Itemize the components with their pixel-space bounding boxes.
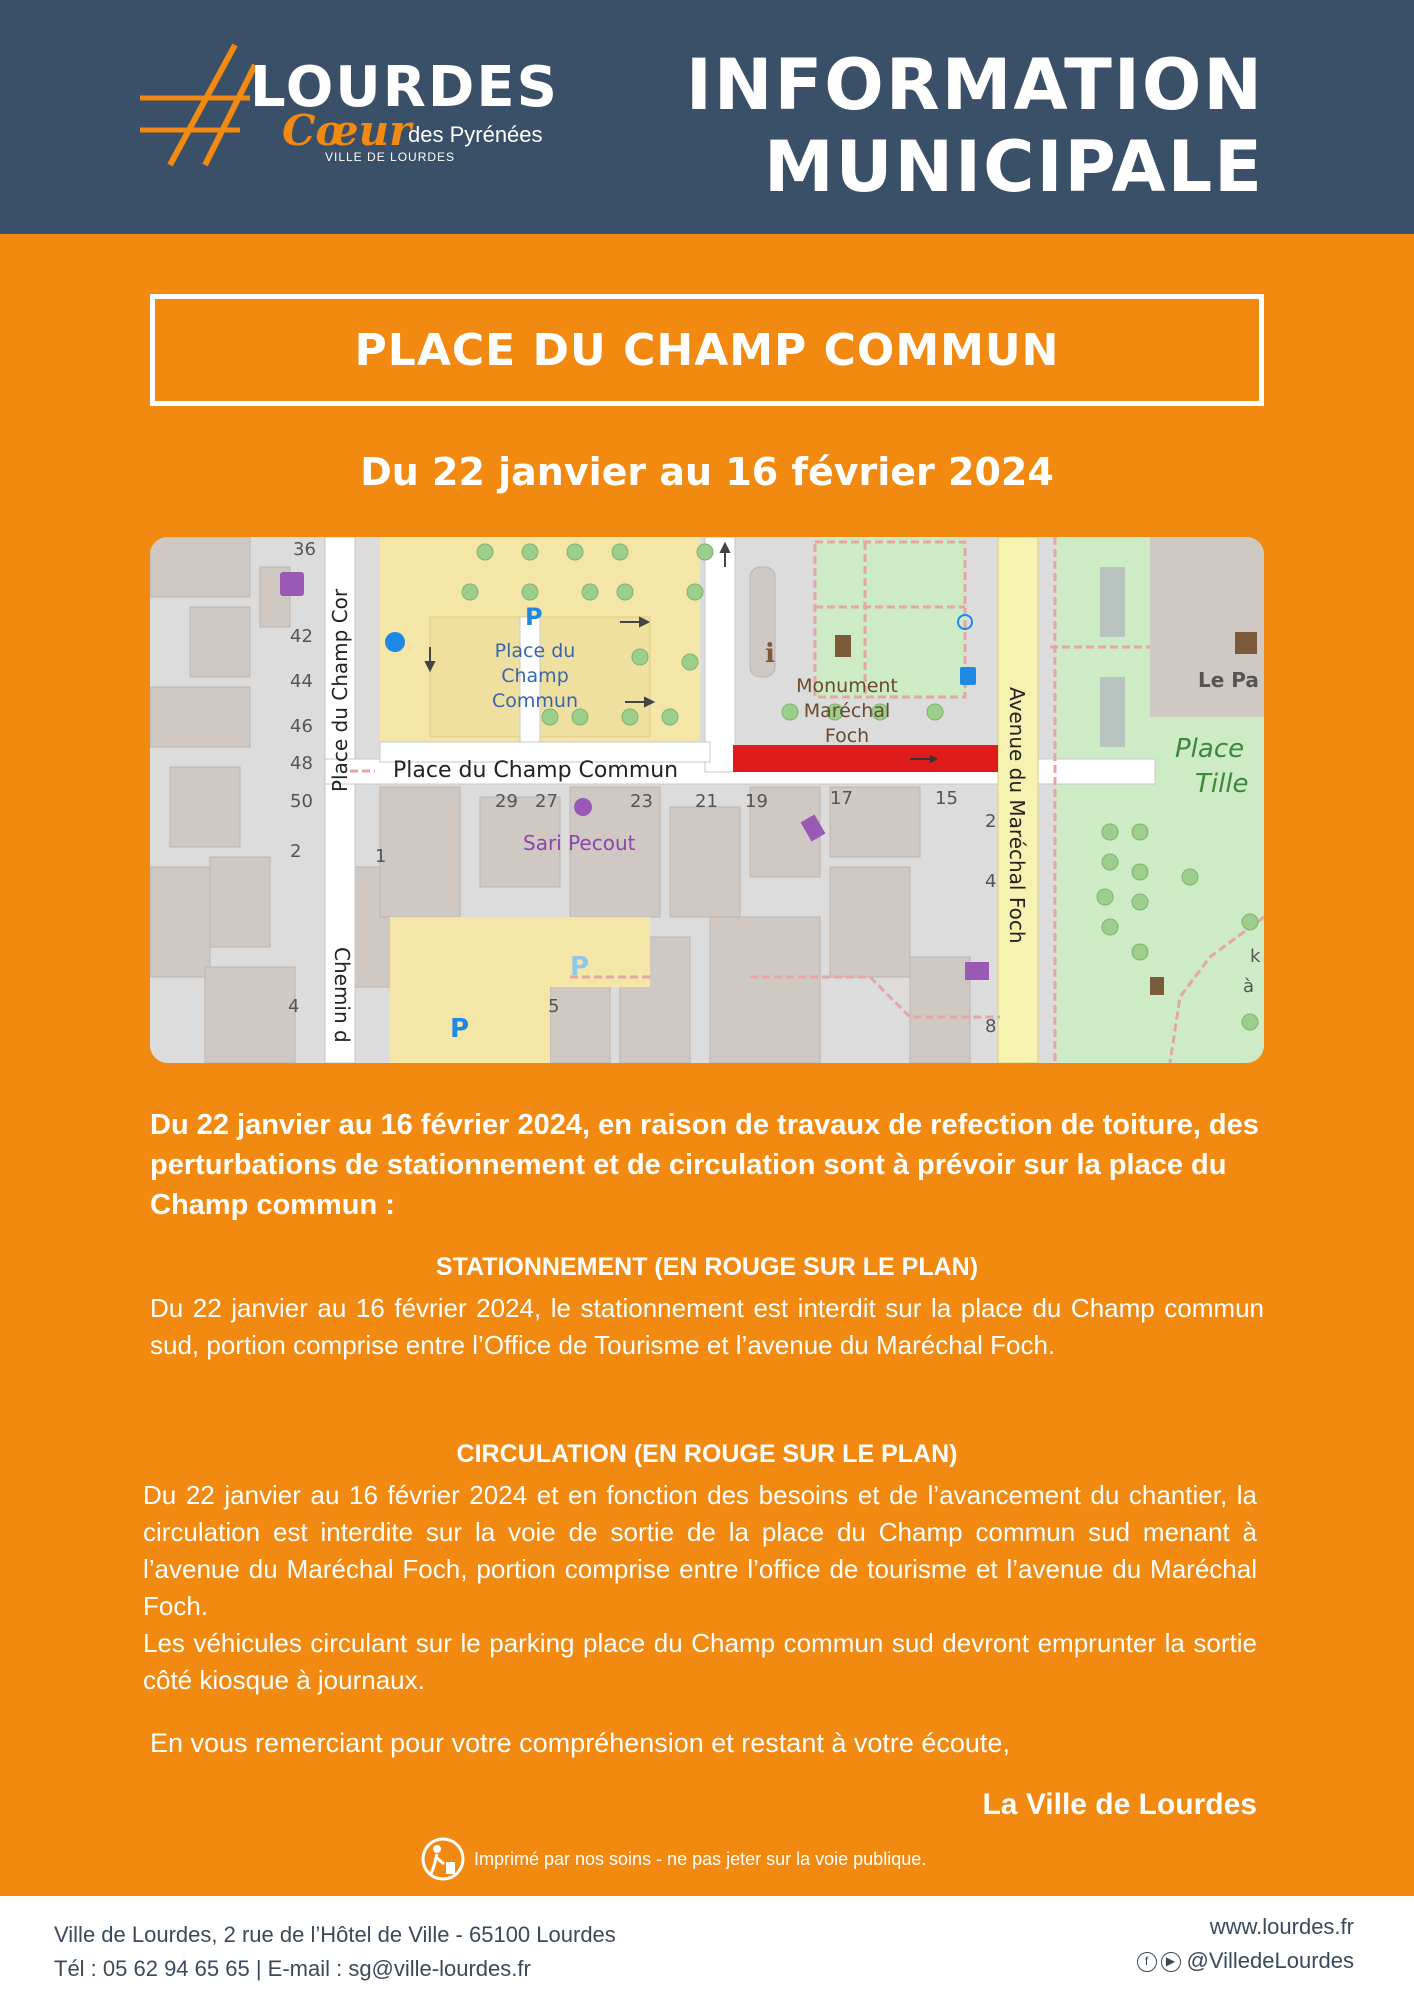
fountain-icon bbox=[385, 632, 405, 652]
house-number: 27 bbox=[535, 791, 558, 812]
footer-contact[interactable]: Tél : 05 62 94 65 65 | E-mail : sg@ville-lourdes.fr bbox=[54, 1956, 531, 1981]
map-label-place-right-2: Tille bbox=[1195, 769, 1249, 799]
lourdes-logo[interactable] bbox=[140, 40, 560, 170]
cinema-icon bbox=[1235, 632, 1257, 654]
bookshop-icon bbox=[965, 962, 989, 980]
header-banner bbox=[0, 0, 1414, 234]
map-label-chemin: Chemin d bbox=[330, 947, 354, 1043]
house-number: 15 bbox=[935, 788, 958, 809]
footer-social[interactable] bbox=[1137, 1944, 1354, 1978]
bus-icon bbox=[960, 667, 976, 685]
footer-address: Ville de Lourdes, 2 rue de l’Hôtel de Ville - 65100 Lourdes bbox=[54, 1922, 616, 1947]
house-number: 48 bbox=[290, 753, 313, 774]
circulation-title: CIRCULATION (EN ROUGE SUR LE PLAN) bbox=[456, 1440, 958, 1468]
map-label-square-3: Commun bbox=[492, 690, 578, 712]
footer-web-block bbox=[1137, 1910, 1354, 1978]
house-number: 17 bbox=[830, 788, 853, 809]
map-label-shop: Sari Pecout bbox=[523, 831, 636, 855]
house-number: 5 bbox=[548, 996, 560, 1017]
house-number: 23 bbox=[630, 791, 653, 812]
map-label-street-main: Place du Champ Commun bbox=[393, 758, 679, 783]
house-number: 1 bbox=[375, 846, 387, 867]
map-label-square-2: Champ bbox=[501, 665, 569, 687]
laundry-icon bbox=[280, 572, 304, 596]
recycle-bin-icon bbox=[420, 1836, 466, 1882]
house-number: 29 bbox=[495, 791, 518, 812]
house-number: 19 bbox=[745, 791, 768, 812]
house-number: 2 bbox=[985, 811, 997, 832]
printed-note-text: Imprimé par nos soins - ne pas jeter sur la voie publique. bbox=[474, 1848, 927, 1869]
map-label-monument-2: Maréchal bbox=[803, 700, 891, 722]
notice-dates: Du 22 janvier au 16 février 2024 bbox=[360, 450, 1054, 494]
title-line-2: MUNICIPALE bbox=[763, 126, 1264, 208]
printed-note bbox=[420, 1836, 926, 1882]
social-handle: @VilledeLourdes bbox=[1186, 1948, 1354, 1973]
place-title: PLACE DU CHAMP COMMUN bbox=[354, 324, 1060, 376]
logo-lourdes-text: LOURDES bbox=[250, 55, 559, 120]
footer-website[interactable]: www.lourdes.fr bbox=[1209, 1914, 1354, 1939]
circulation-paragraph-1: Du 22 janvier au 16 février 2024 et en fonction des besoins et de l’avancement du chantier, la circulation est interdite sur la voie de sortie de la place du Champ commun sud menant à l’avenue du Maréchal Foch, portion comprise entre l’office de tourisme et l’avenue du Maréchal Foch. bbox=[143, 1480, 1257, 1621]
map-label-a: à bbox=[1243, 976, 1255, 997]
map-label-monument-3: Foch bbox=[824, 725, 870, 747]
title-line-1: INFORMATION bbox=[685, 44, 1264, 126]
house-number: 4 bbox=[288, 996, 300, 1017]
house-number: 21 bbox=[695, 791, 718, 812]
map-label-parking-3: P bbox=[450, 1014, 470, 1044]
circulation-text bbox=[143, 1477, 1257, 1699]
house-number: 46 bbox=[290, 716, 313, 737]
info-icon: i bbox=[765, 639, 775, 669]
house-number: 42 bbox=[290, 626, 313, 647]
monument-icon bbox=[835, 635, 851, 657]
street-map-svg bbox=[150, 537, 1264, 1063]
circulation-paragraph-2: Les véhicules circulant sur le parking place du Champ commun sud devront emprunter la sortie côté kiosque à journaux. bbox=[143, 1628, 1257, 1695]
map-label-street-west: Place du Champ Cor bbox=[328, 588, 352, 792]
thanks-text: En vous remerciant pour votre compréhension et restant à votre écoute, bbox=[150, 1728, 1010, 1758]
house-number: 2 bbox=[290, 841, 302, 862]
social-icons bbox=[1137, 1952, 1181, 1972]
house-number: 36 bbox=[293, 539, 316, 560]
map-label-monument-1: Monument bbox=[796, 675, 898, 697]
street-map[interactable] bbox=[150, 537, 1264, 1063]
house-number: 8 bbox=[985, 1016, 997, 1037]
place-title-box bbox=[150, 294, 1264, 406]
page-title bbox=[686, 44, 1264, 208]
grocery-icon bbox=[574, 798, 592, 816]
footer bbox=[0, 1896, 1414, 2000]
logo-pyrenees-text: des Pyrénées bbox=[408, 122, 543, 147]
logo-tagline: VILLE DE LOURDES bbox=[325, 150, 456, 164]
map-label-square-1: Place du bbox=[494, 640, 576, 662]
footer-contact-block bbox=[54, 1918, 616, 1986]
map-label-street-east: Avenue du Maréchal Foch bbox=[1005, 687, 1029, 944]
facebook-icon[interactable]: f bbox=[1137, 1952, 1157, 1972]
intro-paragraph: Du 22 janvier au 16 février 2024, en raison de travaux de refection de toiture, des perturbations de stationnement et de circulation sont à prévoir sur la place du Champ commun : bbox=[150, 1109, 1259, 1221]
map-label-k: k bbox=[1250, 946, 1261, 967]
logo-coeur-text: Cœur bbox=[282, 106, 412, 155]
stationnement-text: Du 22 janvier au 16 février 2024, le stationnement est interdit sur la place du Champ commun sud, portion comprise entre l’Office de Tourisme et l’avenue du Maréchal Foch. bbox=[150, 1293, 1264, 1360]
map-label-place-right-1: Place bbox=[1175, 734, 1245, 764]
kiosk-icon bbox=[1150, 977, 1164, 995]
stationnement-title: STATIONNEMENT (EN ROUGE SUR LE PLAN) bbox=[435, 1253, 979, 1281]
house-number: 50 bbox=[290, 791, 313, 812]
youtube-icon[interactable]: ▶ bbox=[1161, 1952, 1181, 1972]
house-number: 4 bbox=[985, 871, 997, 892]
house-number: 44 bbox=[290, 671, 313, 692]
map-label-parking-2: P bbox=[570, 952, 590, 982]
map-label-parking-1: P bbox=[525, 603, 543, 631]
signature: La Ville de Lourdes bbox=[982, 1788, 1257, 1821]
map-label-le-pa: Le Pa bbox=[1198, 668, 1259, 692]
